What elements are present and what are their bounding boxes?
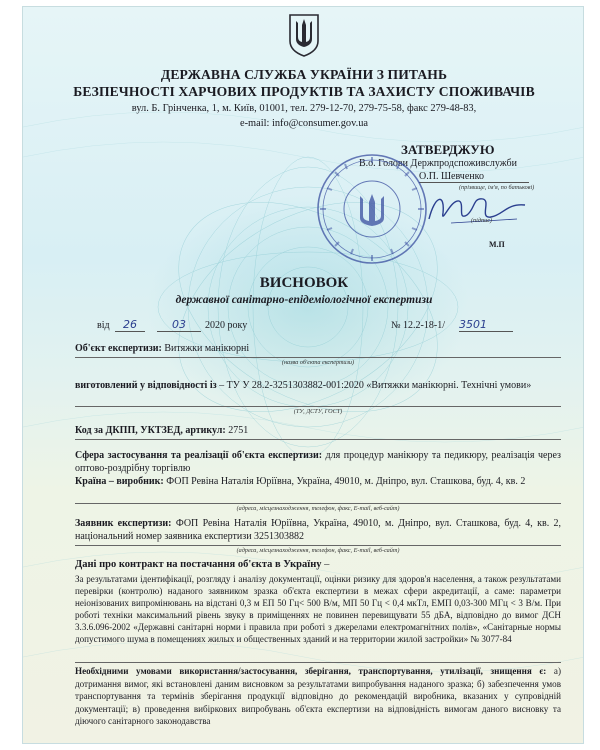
applicant-underline — [75, 545, 561, 546]
code-underline — [75, 439, 561, 440]
made-value: – ТУ У 28.2-3251303882-001:2020 «Витяжки манікюрні. Технічні умови» — [219, 380, 532, 391]
official-stamp-icon — [315, 152, 429, 266]
approval-name-caption: (прізвище, ім'я, по батькові) — [459, 184, 535, 191]
certificate-page — [22, 6, 584, 744]
results-underline — [75, 662, 561, 663]
stamp-label: М.П — [489, 240, 505, 249]
conditions-label: Необхідними умовами використання/застосування, зберігання, транспортування, утилізації, знищення є: — [75, 666, 547, 676]
document-number-hand: 3501 — [459, 318, 513, 332]
object-underline — [75, 357, 561, 358]
object-caption: (назва об'єкта експертизи) — [281, 359, 355, 366]
contract-label: Дані про контракт на постачання об'єкта в Україну — [75, 559, 322, 570]
made-underline — [75, 406, 561, 407]
country-label: Країна – виробник: — [75, 476, 164, 487]
contract-field — [75, 559, 561, 570]
applicant-field — [75, 518, 561, 543]
code-field — [75, 425, 561, 436]
document-subtitle: державної санітарно-епідеміологічної експертизи — [175, 294, 433, 306]
code-label: Код за ДКПП, УКТЗЕД, артикул: — [75, 425, 226, 436]
approval-title: ЗАТВЕРДЖУЮ — [401, 142, 495, 157]
approval-position: В.о. Голови Держпродспоживслужби — [359, 158, 517, 169]
country-underline — [75, 503, 561, 504]
date-day: 26 — [115, 318, 145, 332]
object-label: Об'єкт експертизи: — [75, 343, 162, 354]
date-month: 03 — [157, 318, 201, 332]
country-value: ФОП Ревіна Наталія Юріївна, Україна, 49010, м. Дніпро, вул. Сташкова, буд. 4, кв. 2 — [166, 476, 526, 487]
applicant-caption: (адреса, місцезнаходження, телефон, факс, E-mail, веб-сайт) — [236, 547, 400, 554]
results-paragraph: За результатами ідентифікації, розгляду і аналізу документації, оцінки ризику для здоров'я населення, а також результатами перевірки (контролю) наданого заявником зразка об'єкта експертизи в межах сфери акредитації, а саме: параметри неіонізованих випромінювань на відстані 0,3 м ЕП 50 Гц< 500 В/м, МП 50 Гц < 0,4 мкТл, ЕМП 0,03-300 МГц < 3 В/м. При роботі техніки максимальний рівень звуку в приміщеннях не повинен перевищувати 55 дБА, відповідно до вимог ДСН 3.3.6.096-2002 «Державні санітарні норми і правила при роботі з джерелами електромагнітних полів», «Санітарные нормы допустимого шума в помещениях жилых и общественных зданий и на территории жилой застройки» № 3077-84 — [75, 574, 561, 644]
contract-value: – — [324, 559, 330, 570]
date-prefix: від — [97, 320, 110, 331]
code-value: 2751 — [228, 425, 249, 436]
signature-caption: (підпис) — [471, 217, 492, 224]
org-name-line2: БЕЗПЕЧНОСТІ ХАРЧОВИХ ПРОДУКТІВ ТА ЗАХИСТУ СПОЖИВАЧІВ — [73, 84, 535, 99]
applicant-label: Заявник експертизи: — [75, 518, 172, 529]
made-caption: (ТУ, ДСТУ, ГОСТ) — [293, 408, 343, 415]
applicant-value: ФОП Ревіна Наталія Юріївна, Україна, 49010, м. Дніпро, вул. Сташкова, буд. 4, кв. 2, національний номер заявника експертизи 3251303882 — [75, 518, 562, 542]
country-caption: (адреса, місцезнаходження, телефон, факс, E-mail, веб-сайт) — [236, 505, 400, 512]
org-name-line1: ДЕРЖАВНА СЛУЖБА УКРАЇНИ З ПИТАНЬ — [160, 67, 448, 82]
conditions-value: а) дотримання вимог, які встановлені даним висновком за результатами випробування наданого зразка; б) забезпечення умов транспортування та термінів зберігання продукції відповідно до рекомендацій виробника, вказаних у супровідній документації; в) проведення вибіркових випробувань об'єкта експертизи на відповідність вимогам даного висновку та діючого санітарного законодавства — [75, 666, 561, 726]
document-number-prefix: № 12.2-18-1/ — [391, 320, 445, 331]
country-field — [75, 476, 561, 489]
document-title: ВИСНОВОК — [259, 275, 349, 291]
object-field — [75, 343, 561, 354]
org-address: вул. Б. Грінченка, 1, м. Київ, 01001, тел. 279-12-70, 279-75-58, факс 279-48-83, — [131, 103, 477, 114]
date-year: 2020 року — [205, 320, 248, 331]
approval-name: О.П. Шевченко — [419, 171, 529, 183]
conditions-paragraph — [75, 665, 561, 735]
sphere-value: для процедур манікюру та педикюру, реалізація через оптово-роздрібну торгівлю — [75, 450, 561, 474]
made-label: виготовлений у відповідності із — [75, 380, 217, 391]
made-field — [75, 379, 561, 392]
trident-coat-of-arms-icon — [288, 13, 320, 57]
sphere-field — [75, 450, 561, 475]
object-value: Витяжки манікюрні — [164, 343, 250, 354]
org-email: e-mail: info@consumer.gov.ua — [239, 118, 369, 129]
sphere-label: Сфера застосування та реалізації об'єкта експертизи: — [75, 450, 323, 461]
